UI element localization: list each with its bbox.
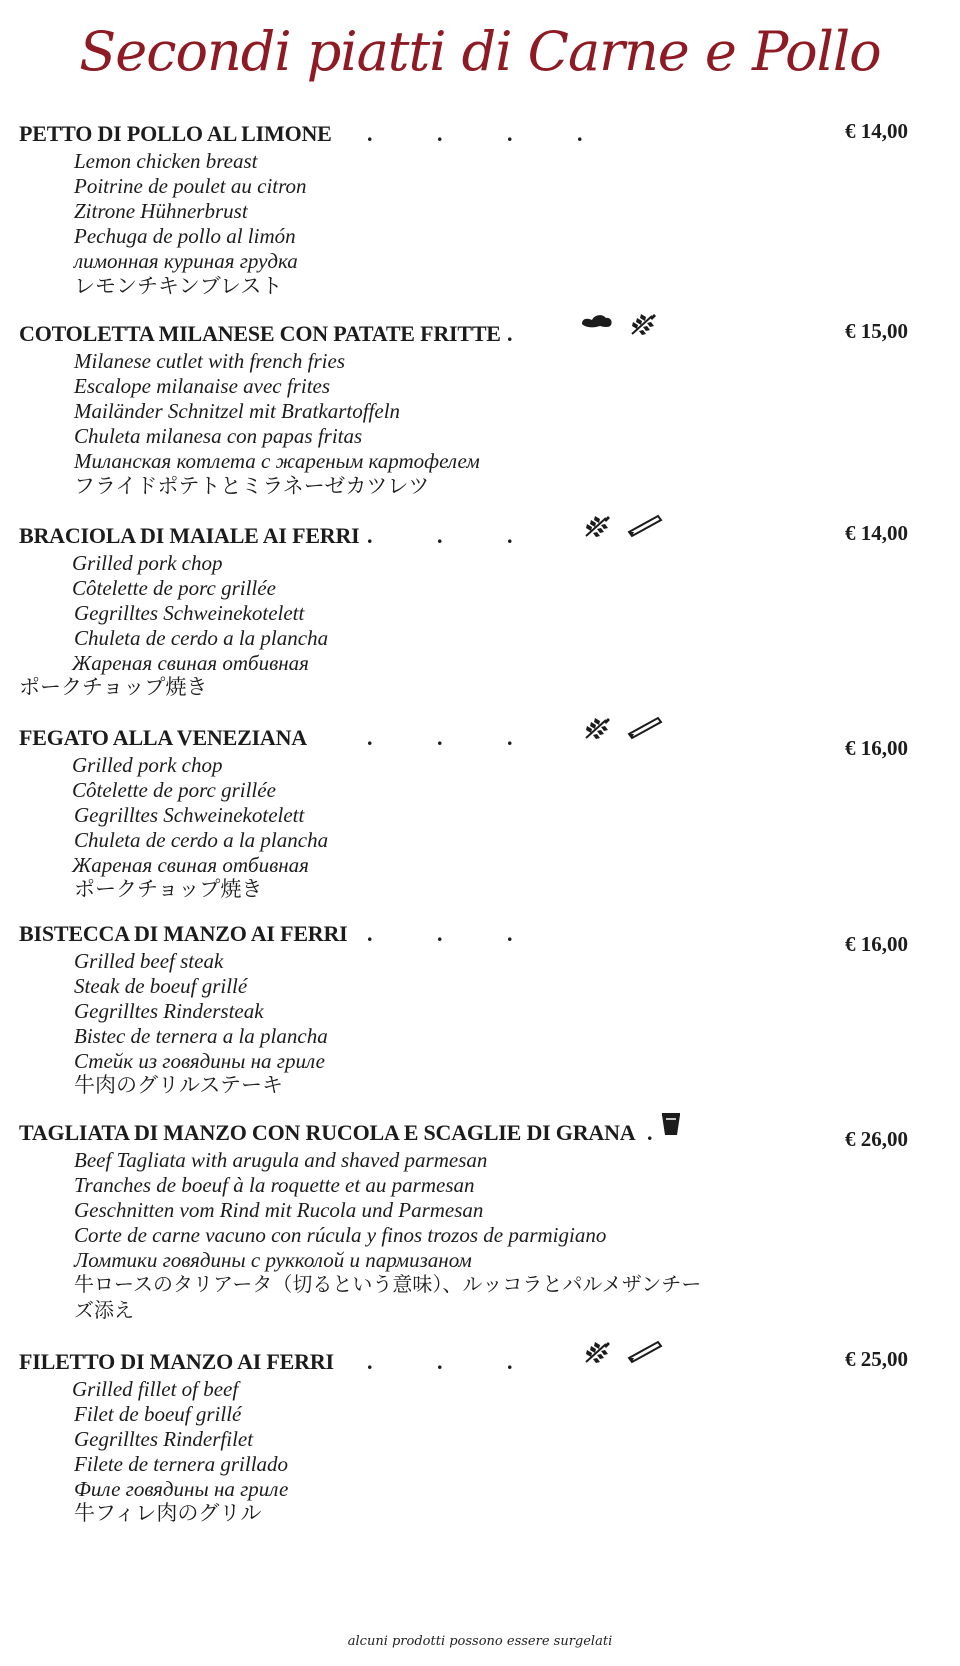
dish-name: COTOLETTA MILANESE CON PATATE FRITTE — [19, 321, 501, 346]
leader-dots: . — [647, 1120, 653, 1145]
dish-price: € 16,00 — [845, 736, 908, 760]
leader-dots: . . . — [367, 725, 513, 750]
gluten-allergen-icon — [582, 714, 612, 747]
translation-ru: Ломтики говядины с рукколой и пармизаном — [74, 1248, 472, 1272]
translation-fr: Escalope milanaise avec frites — [74, 374, 331, 398]
translation-ru: Филе говядины на гриле — [74, 1477, 289, 1501]
translation-en: Grilled pork chop — [72, 551, 223, 575]
leader-dots: . . . . — [367, 121, 583, 146]
dish-price: € 14,00 — [845, 119, 908, 143]
leader-dots: . . . — [367, 1349, 513, 1374]
dish-name: BRACIOLA DI MAIALE AI FERRI — [19, 523, 360, 548]
dish-price: € 26,00 — [845, 1127, 908, 1151]
translation-de: Gegrilltes Schweinekotelett — [74, 601, 305, 625]
dish-name: PETTO DI POLLO AL LIMONE — [19, 121, 332, 146]
translation-ja: 牛ロースのタリアータ（切るという意味）、ルッコラとパルメザンチー — [74, 1272, 702, 1296]
translation-de: Gegrilltes Rindersteak — [74, 999, 264, 1023]
translation-de: Gegrilltes Rinderfilet — [74, 1427, 254, 1451]
translation-es: Corte de carne vacuno con rúcula y finos trozos de parmigiano — [74, 1223, 607, 1247]
dairy-cup-allergen-icon — [660, 1111, 682, 1142]
milk-allergen-icon — [580, 310, 614, 337]
leader-dots: . . . — [367, 523, 513, 548]
gluten-allergen-icon — [582, 512, 612, 545]
dish-name: TAGLIATA DI MANZO CON RUCOLA E SCAGLIE DI GRANA — [19, 1120, 636, 1145]
translation-ru: Жареная свиная отбивная — [72, 853, 309, 877]
translation-fr: Poitrine de poulet au citron — [74, 174, 307, 198]
translation-fr: Côtelette de porc grillée — [72, 778, 276, 802]
dish-price: € 25,00 — [845, 1347, 908, 1371]
translation-ja: ポークチョップ焼き — [19, 675, 208, 699]
celery-allergen-icon — [626, 714, 664, 745]
translation-es: Chuleta milanesa con papas fritas — [74, 424, 363, 448]
translation-de: Zitrone Hühnerbrust — [74, 199, 248, 223]
dish-name: BISTECCA DI MANZO AI FERRI — [19, 921, 348, 946]
translation-es: Chuleta de cerdo a la plancha — [74, 626, 329, 650]
dish-price: € 16,00 — [845, 932, 908, 956]
translation-ru: Миланская котлета с жареным картофелем — [74, 449, 480, 473]
leader-dots: . . . — [367, 921, 513, 946]
translation-ru: Жареная свиная отбивная — [72, 651, 309, 675]
celery-allergen-icon — [626, 1338, 664, 1369]
translation-es: Pechuga de pollo al limón — [74, 224, 296, 248]
footer-note: alcuni prodotti possono essere surgelati — [347, 1634, 613, 1649]
translation-es: Chuleta de cerdo a la plancha — [74, 828, 329, 852]
translation-ja-continued: ズ添え — [74, 1298, 134, 1322]
dish-name: FILETTO DI MANZO AI FERRI — [19, 1349, 334, 1374]
translation-en: Grilled fillet of beef — [72, 1377, 239, 1401]
translation-de: Mailänder Schnitzel mit Bratkartoffeln — [74, 399, 401, 423]
celery-allergen-icon — [626, 512, 664, 543]
translation-en: Lemon chicken breast — [74, 149, 258, 173]
translation-ja: 牛フィレ肉のグリル — [74, 1501, 262, 1525]
translation-de: Geschnitten vom Rind mit Rucola und Parmesan — [74, 1198, 484, 1222]
translation-es: Filete de ternera grillado — [74, 1452, 289, 1476]
gluten-allergen-icon — [582, 1338, 612, 1371]
translation-ja: 牛肉のグリルステーキ — [74, 1073, 283, 1097]
translation-en: Grilled beef steak — [74, 949, 224, 973]
translation-en: Milanese cutlet with french fries — [74, 349, 346, 373]
translation-ru: лимонная куриная грудка — [74, 249, 298, 273]
gluten-allergen-icon — [628, 310, 658, 343]
translation-en: Grilled pork chop — [72, 753, 223, 777]
translation-ja: レモンチキンブレスト — [74, 274, 283, 298]
translation-fr: Filet de boeuf grillé — [74, 1402, 242, 1426]
translation-ja: ポークチョップ焼き — [74, 877, 263, 901]
translation-en: Beef Tagliata with arugula and shaved parmesan — [74, 1148, 488, 1172]
dish-price: € 15,00 — [845, 319, 908, 343]
translation-ja: フライドポテトとミラネーゼカツレツ — [74, 474, 430, 498]
dish-name: FEGATO ALLA VENEZIANA — [19, 725, 307, 750]
translation-ru: Стейк из говядины на гриле — [74, 1049, 325, 1073]
translation-fr: Tranches de boeuf à la roquette et au parmesan — [74, 1173, 475, 1197]
translation-es: Bistec de ternera a la plancha — [74, 1024, 328, 1048]
leader-dots: . — [507, 321, 513, 346]
page-title: Secondi piatti di Carne e Pollo — [79, 20, 881, 83]
translation-fr: Côtelette de porc grillée — [72, 576, 276, 600]
dish-price: € 14,00 — [845, 521, 908, 545]
translation-fr: Steak de boeuf grillé — [74, 974, 248, 998]
translation-de: Gegrilltes Schweinekotelett — [74, 803, 305, 827]
